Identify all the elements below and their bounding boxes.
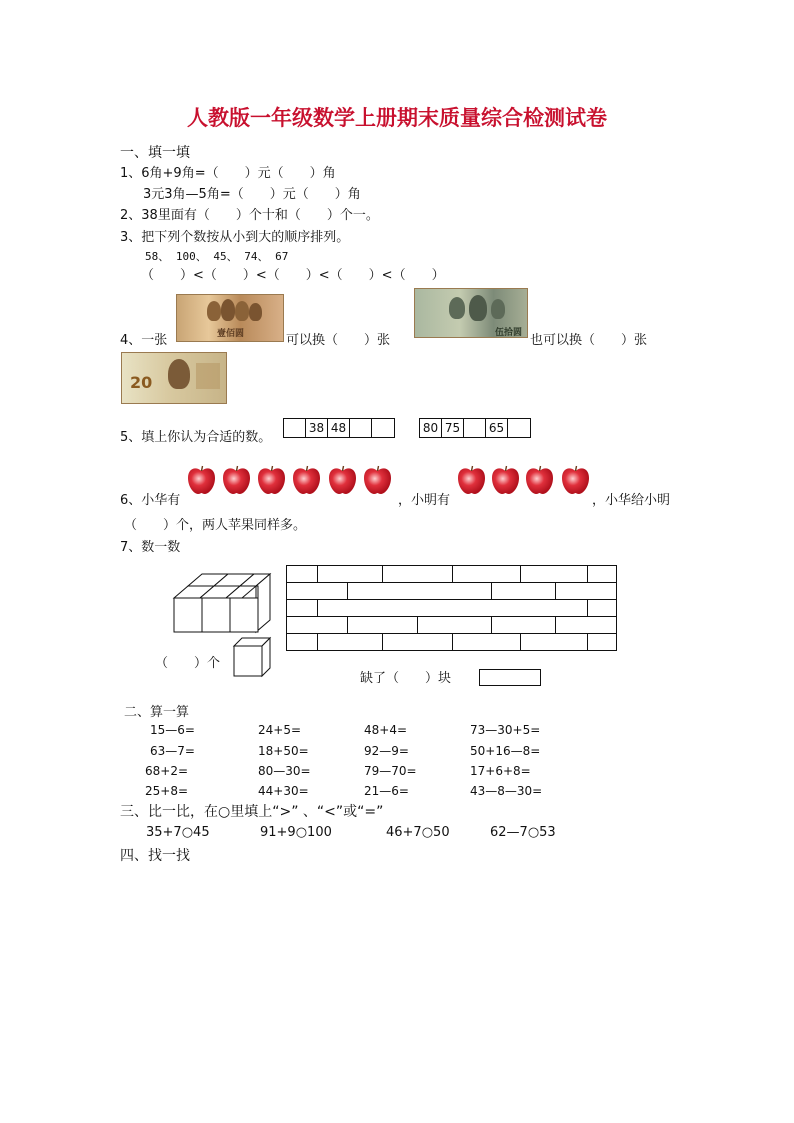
- calculation-item: 43—8—30=: [470, 784, 543, 798]
- section-3-heading: 三、比一比，在○里填上“>” 、“<”或“=”: [120, 804, 384, 820]
- question-4-part-b: 可以换（ ）张: [286, 333, 391, 348]
- calculation-item: 25+8=: [145, 784, 189, 798]
- question-5: 5、填上你认为合适的数。: [120, 430, 272, 445]
- section-2-heading: 二、算一算: [124, 705, 190, 720]
- calculation-item: 73—30+5=: [470, 723, 541, 737]
- apple-icon: [560, 465, 591, 495]
- calculation-item: 50+16—8=: [470, 744, 541, 758]
- question-6-part-a: 6、小华有: [120, 493, 181, 508]
- apple-icon: [327, 465, 358, 495]
- question-6-line-2: （ ）个，两人苹果同样多。: [124, 518, 307, 533]
- number-cell[interactable]: [372, 419, 394, 437]
- banknote-20-label: 20: [130, 373, 153, 392]
- brick-wall-figure: [286, 565, 617, 651]
- question-4-part-a: 4、一张: [120, 333, 168, 348]
- calculation-item: 48+4=: [364, 723, 408, 737]
- section-1-heading: 一、填一填: [120, 145, 190, 161]
- question-7-count: （ ）个: [155, 656, 221, 671]
- number-cell[interactable]: 48: [328, 419, 350, 437]
- banknote-20-image: [121, 352, 227, 404]
- banknote-100-image: [176, 294, 284, 342]
- apple-icon: [186, 465, 217, 495]
- banknote-50-label: 伍拾圆: [495, 328, 523, 338]
- brick-blank-box: [479, 669, 541, 686]
- banknote-50-image: [414, 288, 528, 338]
- question-6-part-b: ，小明有: [398, 493, 451, 508]
- question-6-part-c: ，小华给小明: [592, 493, 671, 508]
- compare-item: 91+9○100: [260, 825, 332, 840]
- section-4-heading: 四、找一找: [120, 848, 190, 864]
- question-3-blanks: （ ）<（ ）<（ ）<（ ）<（ ）: [141, 268, 445, 283]
- question-7: 7、数一数: [120, 540, 181, 555]
- compare-item: 62—7○53: [490, 825, 556, 840]
- apple-icon: [456, 465, 487, 495]
- number-cell[interactable]: [284, 419, 306, 437]
- page-title: 人教版一年级数学上册期末质量综合检测试卷: [187, 106, 607, 130]
- compare-item: 46+7○50: [386, 825, 450, 840]
- calculation-item: 15—6=: [150, 723, 195, 737]
- calculation-item: 80—30=: [258, 764, 311, 778]
- number-cell[interactable]: [464, 419, 486, 437]
- calculation-item: 24+5=: [258, 723, 302, 737]
- question-3: 3、把下列个数按从小到大的顺序排列。: [120, 230, 350, 245]
- number-box-2: [419, 418, 531, 438]
- question-1-line-1: 1、6角+9角=（ ）元（ ）角: [120, 166, 336, 181]
- calculation-item: 21—6=: [364, 784, 409, 798]
- calculation-item: 17+6+8=: [470, 764, 531, 778]
- apple-icon: [256, 465, 287, 495]
- apple-icon: [524, 465, 555, 495]
- number-cell[interactable]: [508, 419, 530, 437]
- number-cell[interactable]: 38: [306, 419, 328, 437]
- apple-icon: [362, 465, 393, 495]
- number-cell[interactable]: 75: [442, 419, 464, 437]
- calculation-item: 44+30=: [258, 784, 309, 798]
- calculation-item: 18+50=: [258, 744, 309, 758]
- apple-icon: [291, 465, 322, 495]
- number-cell[interactable]: [350, 419, 372, 437]
- number-cell[interactable]: 80: [420, 419, 442, 437]
- question-1-line-2: 3元3角—5角=（ ）元（ ）角: [143, 187, 361, 202]
- number-cell[interactable]: 65: [486, 419, 508, 437]
- number-box-1: [283, 418, 395, 438]
- apple-icon: [221, 465, 252, 495]
- question-7-missing: 缺了（ ）块: [360, 671, 452, 686]
- question-4-part-c: 也可以换（ ）张: [530, 333, 648, 348]
- calculation-item: 79—70=: [364, 764, 417, 778]
- calculation-item: 92—9=: [364, 744, 409, 758]
- calculation-item: 63—7=: [150, 744, 195, 758]
- apple-icon: [490, 465, 521, 495]
- compare-item: 35+7○45: [146, 825, 210, 840]
- banknote-100-label: 壹佰圆: [217, 329, 245, 339]
- question-3-numbers: 58、 100、 45、 74、 67: [145, 250, 289, 263]
- calculation-item: 68+2=: [145, 764, 189, 778]
- question-2: 2、38里面有（ ）个十和（ ）个一。: [120, 208, 379, 223]
